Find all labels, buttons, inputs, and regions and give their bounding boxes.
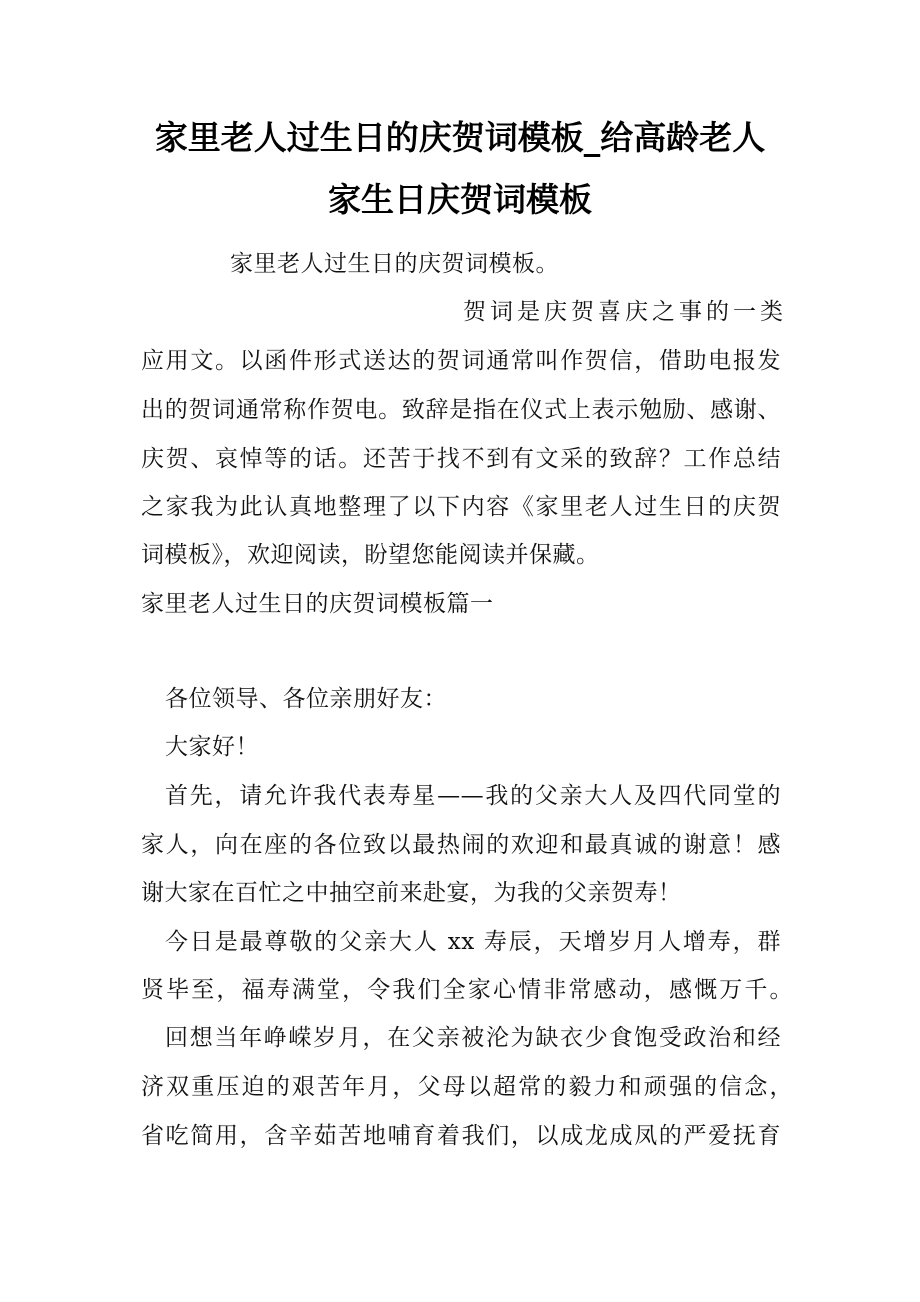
intro-line: 出的贺词通常称作贺电。致辞是指在仪式上表示勉励、感谢、: [141, 397, 781, 423]
intro-line: 应用文。以函件形式送达的贺词通常叫作贺信，借助电报发: [141, 348, 781, 374]
body-line: 大家好！: [165, 734, 259, 760]
document-title-line-1: 家里老人过生日的庆贺词模板_给高龄老人: [154, 118, 766, 157]
body-line: 回想当年峥嵘岁月，在父亲被沦为缺衣少食饱受政治和经: [165, 1025, 781, 1051]
intro-line: 之家我为此认真地整理了以下内容《家里老人过生日的庆贺: [141, 494, 781, 520]
body-line: 济双重压迫的艰苦年月，父母以超常的毅力和顽强的信念，: [141, 1074, 793, 1100]
body-line: 省吃简用，含辛茹苦地哺育着我们，以成龙成凤的严爱抚育: [141, 1123, 781, 1149]
document-title-line-2: 家生日庆贺词模板: [328, 180, 592, 219]
body-line: 谢大家在百忙之中抽空前来赴宴，为我的父亲贺寿！: [141, 880, 682, 906]
intro-line: 贺词是庆贺喜庆之事的一类: [463, 299, 787, 325]
body-line: 各位领导、各位亲朋好友：: [165, 686, 447, 712]
body-line: 首先，请允许我代表寿星——我的父亲大人及四代同堂的: [165, 783, 781, 809]
body-line: 今日是最尊敬的父亲大人 xx 寿辰，天增岁月人增寿，群: [165, 929, 781, 955]
body-line: 家人，向在座的各位致以最热闹的欢迎和最真诚的谢意！感: [141, 832, 781, 858]
intro-line: 家里老人过生日的庆贺词模板。: [230, 251, 559, 277]
body-line: 贤毕至，福寿满堂，令我们全家心情非常感动，感慨万千。: [141, 977, 793, 1003]
intro-line: 庆贺、哀悼等的话。还苦于找不到有文采的致辞？工作总结: [141, 446, 781, 472]
intro-line: 词模板》，欢迎阅读，盼望您能阅读并保藏。: [141, 542, 600, 568]
section-heading: 家里老人过生日的庆贺词模板篇一: [141, 591, 494, 617]
